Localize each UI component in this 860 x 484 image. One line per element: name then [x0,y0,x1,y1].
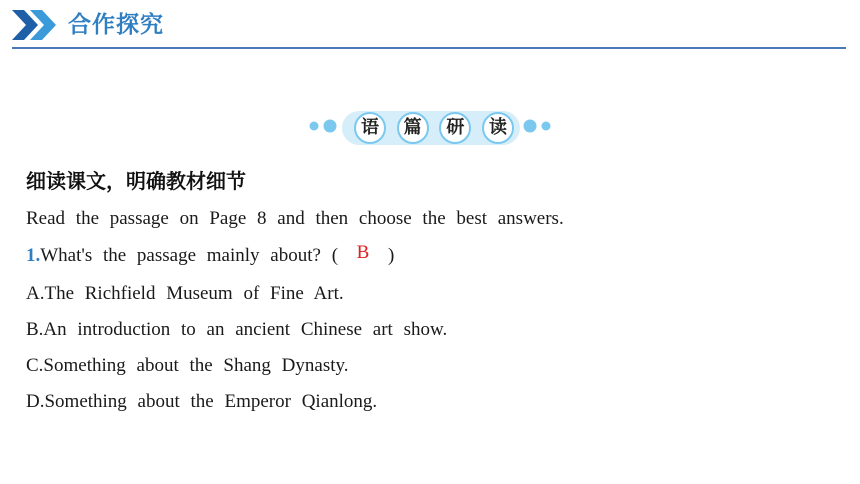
banner-title [354,112,514,144]
question-text: What's the passage mainly about? [40,245,321,266]
question-number: 1. [26,245,41,266]
banner-char: 读 [482,112,514,144]
banner-char: 篇 [397,112,429,144]
option-d[interactable]: D.Something about the Emperor Qianlong. [26,391,378,412]
task-heading: 细读课文，明确教材细节 [26,169,246,193]
banner-char: 语 [354,112,386,144]
reading-banner [306,104,556,150]
instruction-text: Read the passage on Page 8 and then choose the best answers. [26,208,564,229]
answer-close-paren: ) [388,245,395,266]
double-chevron-icon [12,10,58,40]
answer-open-paren: ( [331,245,339,266]
option-a[interactable]: A.The Richfield Museum of Fine Art. [26,283,344,304]
option-b[interactable]: B.An introduction to an ancient Chinese art show. [26,319,448,340]
question-1 [26,243,394,269]
option-c[interactable]: C.Something about the Shang Dynasty. [26,355,349,376]
banner-char: 研 [439,112,471,144]
header-title: 合作探究 [68,12,164,38]
section-header [0,0,860,52]
header-divider [12,47,846,49]
answer-value[interactable]: B [356,242,370,263]
